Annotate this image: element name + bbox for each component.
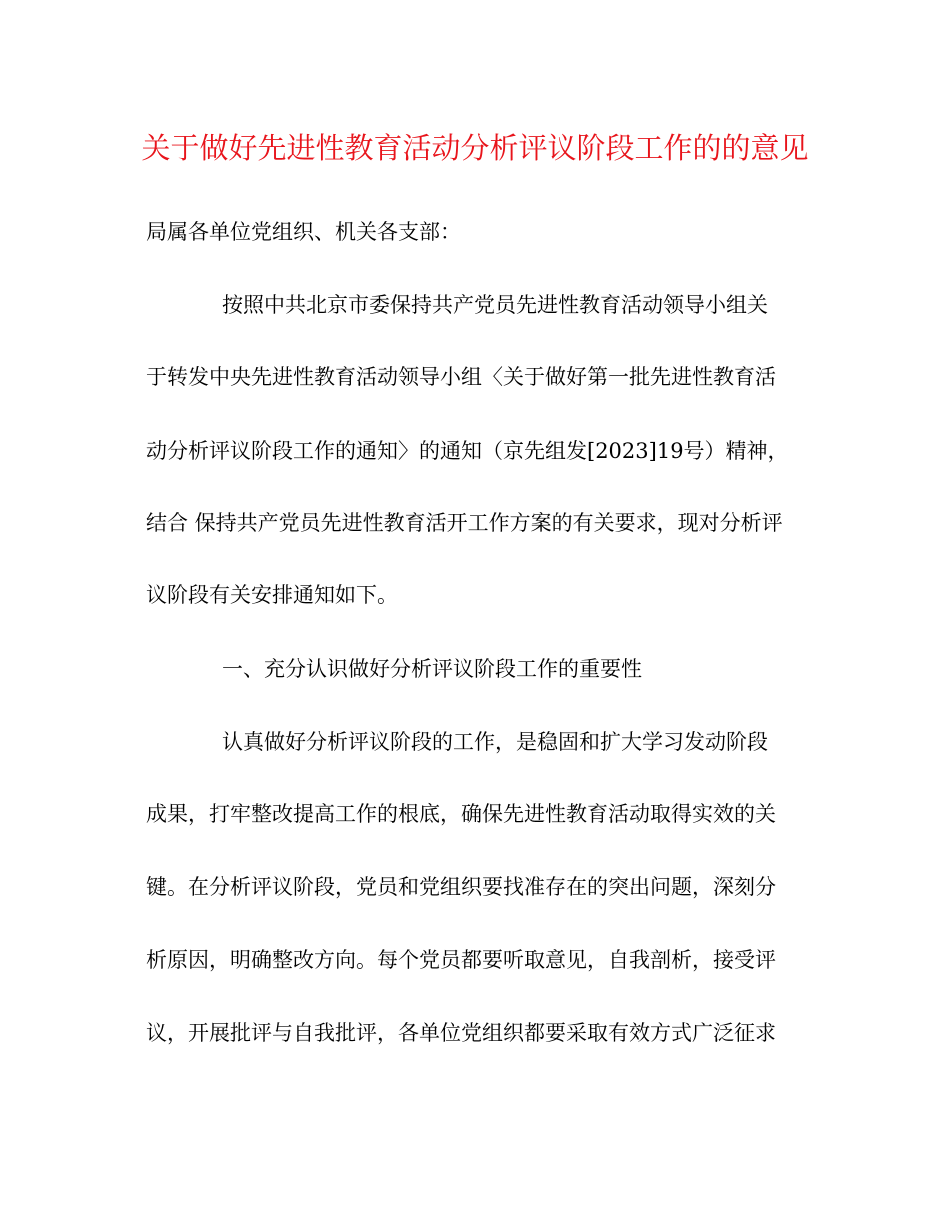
body-line-5: 议阶段有关安排通知如下。 bbox=[146, 583, 398, 607]
salutation: 局属各单位党组织、机关各支部： bbox=[146, 220, 461, 244]
body-line-7: 成果，打牢整改提高工作的根底，确保先进性教育活动取得实效的关 bbox=[146, 802, 776, 826]
body-line-6: 认真做好分析评议阶段的工作，是稳固和扩大学习发动阶段 bbox=[222, 730, 768, 754]
body-line-9: 析原因，明确整改方向。每个党员都要听取意见，自我剖析，接受评 bbox=[146, 948, 776, 972]
document-title: 关于做好先进性教育活动分析评议阶段工作的的意见 bbox=[141, 131, 809, 165]
body-line-2: 于转发中央先进性教育活动领导小组〈关于做好第一批先进性教育活 bbox=[146, 365, 776, 389]
section-heading-1: 一、充分认识做好分析评议阶段工作的重要性 bbox=[222, 657, 642, 681]
body-line-3: 动分析评议阶段工作的通知〉的通知（京先组发[2023]19号）精神， bbox=[146, 439, 789, 463]
body-line-10: 议，开展批评与自我批评，各单位党组织都要采取有效方式广泛征求 bbox=[146, 1021, 776, 1045]
body-line-8: 键。在分析评议阶段，党员和党组织要找准存在的突出问题，深刻分 bbox=[146, 875, 776, 899]
body-line-1: 按照中共北京市委保持共产党员先进性教育活动领导小组关 bbox=[222, 293, 768, 317]
body-line-4: 结合 保持共产党员先进性教育活开工作方案的有关要求，现对分析评 bbox=[146, 511, 783, 535]
